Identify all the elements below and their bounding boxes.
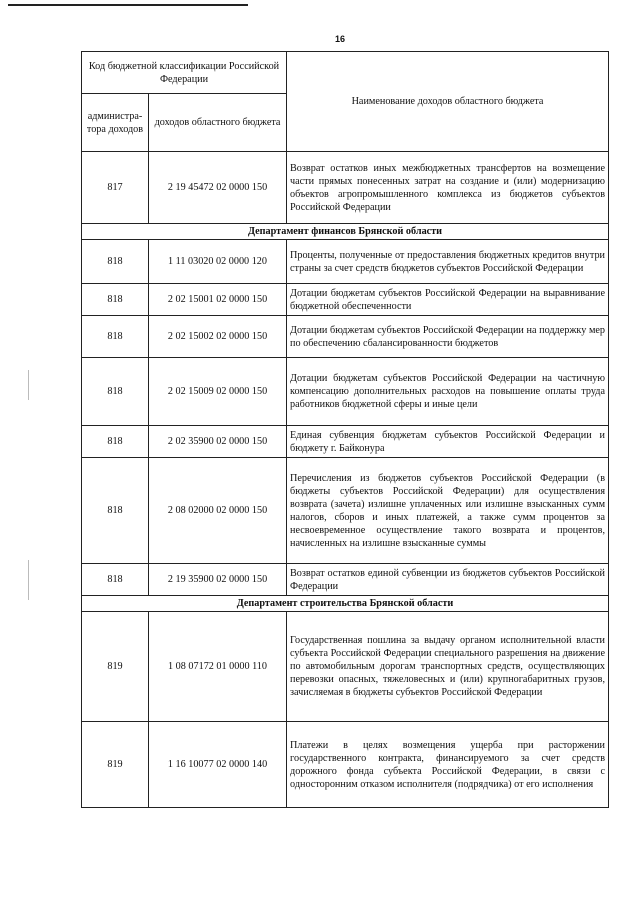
revenue-name-cell: Дотации бюджетам субъектов Российской Федерации на частичную компенсацию дополнительных расходов на повышение оплаты труда работников бюджетной сферы и иные цели	[287, 358, 609, 426]
budget-code-cell: 2 02 15001 02 0000 150	[149, 284, 287, 316]
admin-code-cell: 818	[82, 358, 149, 426]
budget-code-cell: 1 16 10077 02 0000 140	[149, 722, 287, 808]
section-title: Департамент финансов Брянской области	[82, 224, 609, 240]
section-header-finance	[82, 224, 609, 240]
admin-code-cell: 818	[82, 564, 149, 596]
margin-mark	[28, 560, 29, 600]
budget-code-cell: 2 02 35900 02 0000 150	[149, 426, 287, 458]
budget-code-cell: 1 11 03020 02 0000 120	[149, 240, 287, 284]
admin-code-cell: 818	[82, 316, 149, 358]
revenue-name-cell: Перечисления из бюджетов субъектов Российской Федерации (в бюджеты субъектов Российской Федерации) для осуществления возврата (зачета) излишне уплаченных или излишне взысканных сумм налогов, сборов и иных платежей, а также сумм процентов за несвоевременное осуществление такого возврата и процентов, начисленных на излишне взысканные суммы	[287, 458, 609, 564]
table-row	[82, 284, 609, 316]
page-number: 16	[334, 34, 345, 44]
section-title: Департамент строительства Брянской области	[82, 596, 609, 612]
budget-code-cell: 2 19 45472 02 0000 150	[149, 152, 287, 224]
revenue-name-cell: Единая субвенция бюджетам субъектов Российской Федерации и бюджету г. Байконура	[287, 426, 609, 458]
admin-code-cell: 818	[82, 284, 149, 316]
admin-code-cell: 818	[82, 426, 149, 458]
section-header-construction	[82, 596, 609, 612]
budget-code-cell: 2 08 02000 02 0000 150	[149, 458, 287, 564]
header-row	[82, 52, 609, 94]
admin-code-cell: 817	[82, 152, 149, 224]
table-row	[82, 358, 609, 426]
table-row	[82, 458, 609, 564]
revenue-name-cell: Государственная пошлина за выдачу органом исполнительной власти субъекта Российской Федерации специального разрешения на движение по автомобильным дорогам транспортных средств, осуществляющих перевозки опасных, тяжеловесных и (или) крупногабаритных грузов, зачисляемая в бюджеты субъектов Российской Федерации	[287, 612, 609, 722]
table-row	[82, 426, 609, 458]
revenue-name-cell: Дотации бюджетам субъектов Российской Федерации на поддержку мер по обеспечению сбалансированности бюджетов	[287, 316, 609, 358]
revenue-name-header: Наименование доходов областного бюджета	[287, 52, 609, 152]
table-row	[82, 240, 609, 284]
admin-column-header: администра-тора доходов	[82, 94, 149, 152]
revenue-name-cell: Возврат остатков единой субвенции из бюджетов субъектов Российской Федерации	[287, 564, 609, 596]
table-row	[82, 152, 609, 224]
margin-mark	[28, 370, 29, 400]
budget-code-cell: 1 08 07172 01 0000 110	[149, 612, 287, 722]
table-row	[82, 722, 609, 808]
table-row	[82, 612, 609, 722]
budget-code-cell: 2 02 15009 02 0000 150	[149, 358, 287, 426]
revenue-name-cell: Платежи в целях возмещения ущерба при расторжении государственного контракта, финансируемого за счет средств дорожного фонда субъекта Российской Федерации, в связи с односторонним отказом исполнителя (подрядчика) от его исполнения	[287, 722, 609, 808]
budget-code-cell: 2 02 15002 02 0000 150	[149, 316, 287, 358]
table-row	[82, 316, 609, 358]
revenue-name-cell: Проценты, полученные от предоставления бюджетных кредитов внутри страны за счет средств бюджетов субъектов Российской Федерации	[287, 240, 609, 284]
table-row	[82, 564, 609, 596]
revenue-name-cell: Возврат остатков иных межбюджетных трансфертов на возмещение части прямых понесенных затрат на создание и (или) модернизацию объектов агропромышленного комплекса из бюджетов субъектов Российской Федерации	[287, 152, 609, 224]
revenue-column-header: доходов областного бюджета	[149, 94, 287, 152]
revenue-name-cell: Дотации бюджетам субъектов Российской Федерации на выравнивание бюджетной обеспеченности	[287, 284, 609, 316]
top-rule	[8, 4, 248, 6]
admin-code-cell: 818	[82, 458, 149, 564]
admin-code-cell: 819	[82, 722, 149, 808]
admin-code-cell: 818	[82, 240, 149, 284]
classification-code-header: Код бюджетной классификации Российской Федерации	[82, 52, 287, 94]
budget-code-cell: 2 19 35900 02 0000 150	[149, 564, 287, 596]
revenue-table	[81, 51, 609, 808]
admin-code-cell: 819	[82, 612, 149, 722]
